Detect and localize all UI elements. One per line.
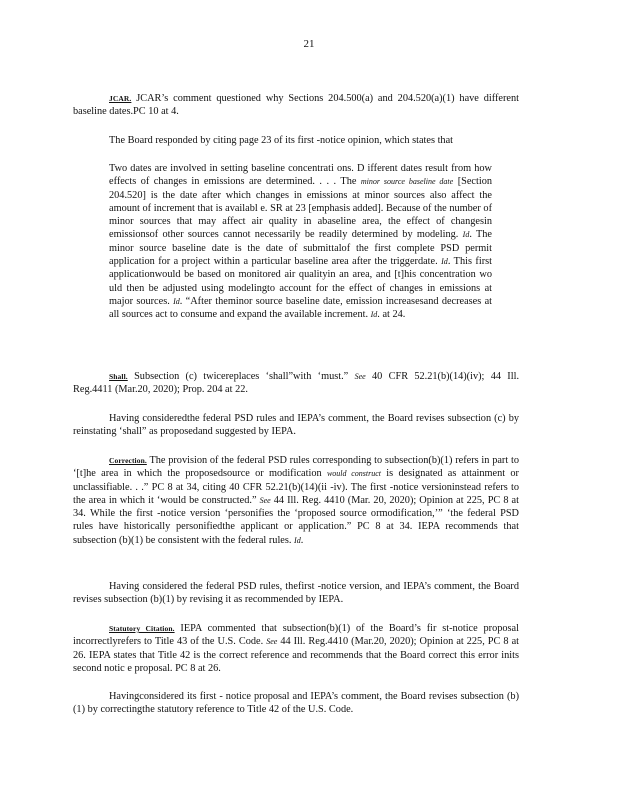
paragraph-text: 44 Ill. Reg.4410 (Mar.20, 2020); Opinion at 225, PC 8 at 26. IEPA states that Title 42 is the correct reference and recommends that the Board correct this error inits second notic e proposal. PC 8 at 26. (73, 636, 520, 674)
quote-text: . The minor source baseline date is the date of submittalof the first complete PSD permit application for a project within a particular baseline area after the triggerdate. (109, 229, 493, 268)
paragraph-board-responded (73, 134, 519, 147)
paragraph-text: The provision of the federal PSD rules corresponding to subsection(b)(1) refers in part to ‘[t]he area in which the proposedsource or modification (73, 455, 520, 480)
paragraph-statutory-citation (73, 622, 519, 675)
heading-correction: Correction. (109, 456, 147, 465)
paragraph-text: Having consideredthe federal PSD rules and IEPA’s comment, the Board revises subsection (c) by reinstating ‘shall” as proposedand suggested by IEPA. (73, 413, 519, 438)
quote-text: Two dates are involved in setting baseline concentrati ons. D ifferent dates result from how effects of changes in emissions are determined. . . . The (109, 163, 492, 188)
italic-signal: See (259, 495, 271, 505)
italic-signal: See (354, 372, 366, 381)
italic-signal: Id (294, 535, 301, 545)
italic-phrase: would construct (326, 469, 381, 479)
quote-italic: Id (441, 257, 448, 267)
paragraph-text: Havingconsidered its first - notice proposal and IEPA’s comment, the Board revises subsection (b)(1) by correctingthe statutory reference to Title 42 of the U.S. Code. (73, 691, 519, 716)
quote-italic: Id (173, 296, 180, 306)
heading-statutory-citation: Statutory Citation. (109, 624, 175, 633)
quote-text: . This first applicationwould be based on monitored air qualityin an area, and [t]his concentration wo uld then be adjusted using modelingto account for the effect of changes in emissions at major sources. (109, 256, 492, 307)
paragraph-text: IEPA commented that subsection(b)(1) of the Board’s fir st-notice proposal incorrectlyrefers to Title 43 of the U.S. Code. (73, 623, 519, 648)
quote-italic: minor source baseline date (360, 177, 454, 187)
quote-text: . “After theminor source baseline date, emission increasesand decreases at all sources act to consume and expand the available increment. (109, 295, 492, 321)
paragraph-text: . (300, 534, 304, 546)
paragraph-text: JCAR’s comment questioned why Sections 204.500(a) and 204.520(a)(1) have different baseline dates.PC 10 at 4. (73, 93, 519, 118)
quote-italic: Id (462, 230, 470, 240)
paragraph-text: is designated as attainment or unclassifiable. . .” PC 8 at 34, citing 40 CFR 52.21(b)(14)(ii -iv). The first -notice versioninstead refers to the area in which it ‘would be constructed.” (73, 468, 519, 506)
paragraph-text: Subsection (c) twicereplaces ‘shall”with ‘must.” (134, 371, 349, 382)
paragraph-having-considered-3 (73, 690, 519, 717)
paragraph-shall (73, 370, 519, 397)
heading-jcar: JCAR. (109, 94, 132, 103)
paragraph-text: Having considered the federal PSD rules, thefirst -notice version, and IEPA’s comment, the Board revises subsection (b)(1) by revising it as recommended by IEPA. (73, 581, 519, 606)
paragraph-jcar (73, 92, 519, 119)
paragraph-having-considered-2 (73, 580, 519, 607)
heading-shall: Shall. (109, 372, 128, 381)
italic-signal: See (266, 637, 278, 647)
quote-italic: Id (370, 310, 378, 320)
paragraph-correction (73, 454, 519, 547)
paragraph-text: 44 Ill. Reg. 4410 (Mar. 20, 2020); Opinion at 225, PC 8 at 34. While the first -notice version ‘personifies the ‘proposed source ormodification,’” ‘the federal PSD rules have historically personifiedthe applicant or application.” PC 8 at 34. IEPA recommends that subsection (b)(1) be consistent with the federal rules. (73, 494, 519, 546)
block-quote (109, 162, 492, 322)
quote-text: [Section 204.520] is the date after which changes in emissions at minor sources also affect the amount of increment that is availabl e. SR at 23 [emphasis added]. Because of the number of minor sources that may affect air quality in abaseline area, the effect of changesin emissionsof other sources cannot necessarily be readily determined by modeling. (109, 176, 493, 241)
paragraph-text: The Board responded by citing page 23 of its first -notice opinion, which states that (109, 135, 454, 146)
page-number: 21 (303, 38, 315, 50)
paragraph-text: 40 CFR 52.21(b)(14)(iv); 44 Ill. Reg.4411 (Mar.20, 2020); Prop. 204 at 22. (73, 371, 520, 396)
quote-text: . at 24. (377, 309, 406, 321)
paragraph-having-considered-1 (73, 412, 519, 439)
